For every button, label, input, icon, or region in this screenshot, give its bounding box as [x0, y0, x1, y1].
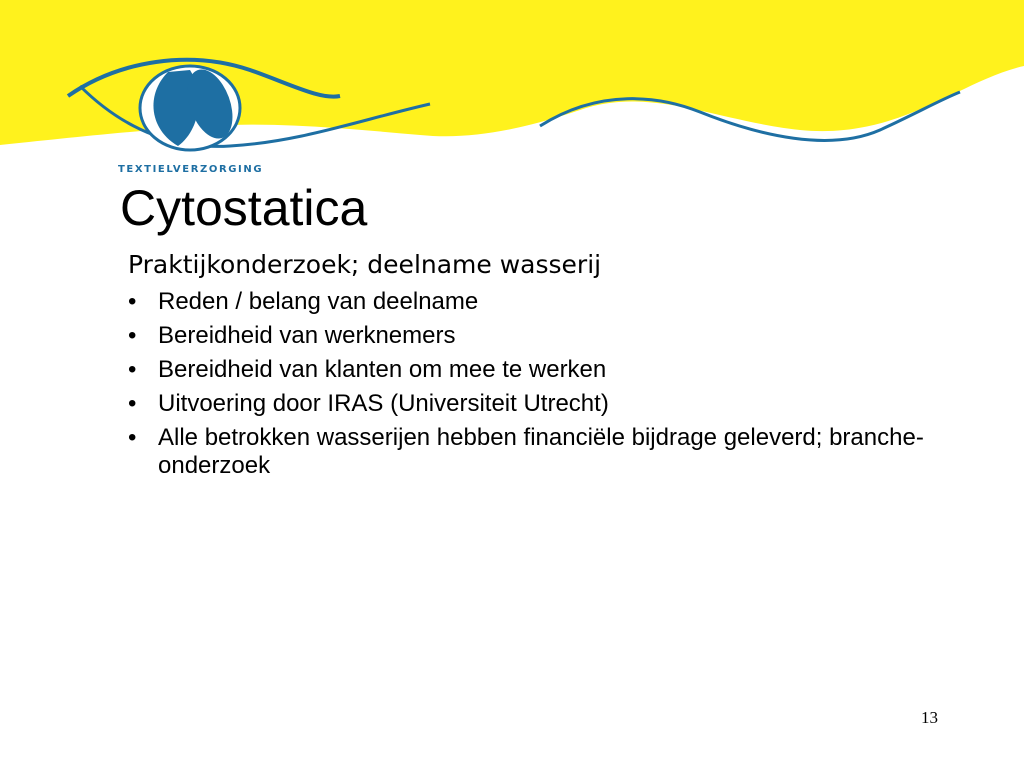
bullet-text: Uitvoering door IRAS (Universiteit Utrecht) — [158, 390, 609, 417]
bullet-dot-icon: • — [128, 390, 137, 417]
bullet-item — [128, 390, 968, 418]
bullet-dot-icon: • — [128, 322, 137, 349]
bullet-text: Bereidheid van klanten om mee te werken — [158, 356, 607, 383]
slide-subtitle: Praktijkonderzoek; deelname wasserij — [128, 250, 602, 279]
bullet-text: Bereidheid van werknemers — [158, 322, 456, 349]
bullet-item — [128, 288, 968, 316]
bullet-dot-icon: • — [128, 424, 137, 451]
bullet-dot-icon: • — [128, 288, 137, 315]
slide-content — [128, 248, 968, 486]
header-wave-graphic — [0, 0, 1024, 190]
bullet-text: Alle betrokken wasserijen hebben financiële bijdrage geleverd; branche-onderzoek — [158, 424, 924, 479]
slide-title: Cytostatica — [120, 180, 368, 236]
bullet-item — [128, 322, 968, 350]
bullet-list — [128, 288, 968, 480]
page-number: 13 — [921, 708, 938, 727]
bullet-item — [128, 356, 968, 384]
bullet-dot-icon: • — [128, 356, 137, 383]
bullet-item — [128, 424, 968, 480]
bullet-text: Reden / belang van deelname — [158, 288, 479, 315]
logo-label: TEXTIELVERZORGING — [118, 164, 264, 175]
